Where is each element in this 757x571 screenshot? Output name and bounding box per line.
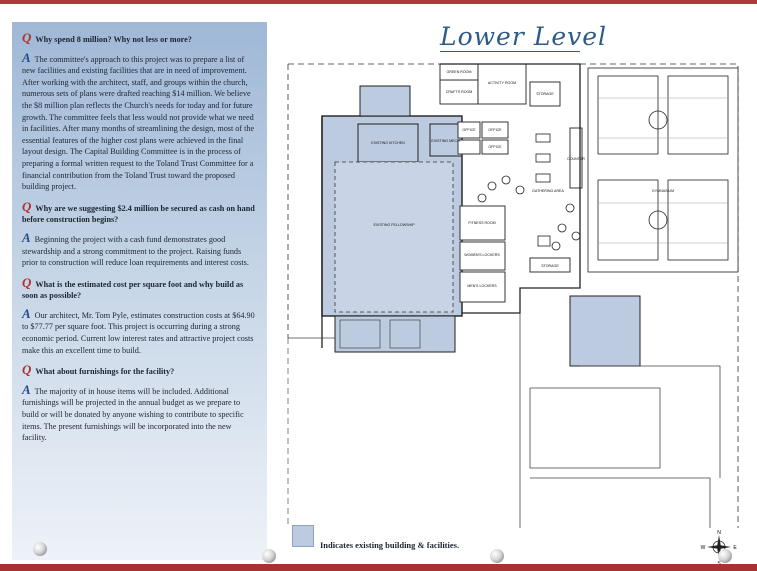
faq-answer-2: A Beginning the project with a cash fund demonstrates good stewardship and a strong commitment to the project. Raising funds prior to construction will reduce loan requirements and interest costs.	[22, 229, 249, 268]
legend-text: Indicates existing building & facilities.	[320, 540, 460, 550]
label-office-3: OFFICE	[488, 145, 502, 149]
label-gymnasium: GYMNASIUM	[651, 189, 675, 193]
top-accent-bar	[0, 0, 757, 4]
existing-fellowship-hall	[335, 162, 453, 312]
label-existing-fellowship: EXISTING FELLOWSHIP	[373, 223, 415, 227]
question-mark-icon: Q	[22, 30, 32, 45]
office-3	[458, 140, 480, 154]
label-crafts-room: CRAFTS ROOM	[445, 90, 473, 94]
label-office-2: OFFICE	[488, 128, 502, 132]
label-counter: COUNTER	[567, 157, 585, 161]
faq-question-4: Q What about furnishings for the facility?	[22, 362, 175, 378]
faq-answer-3: A Our architect, Mr. Tom Pyle, estimates construction costs at $64.90 to $77.77 per square foot. This project is occurring during a strong economic period. Current low interest rates and attractive project costs make this an excellent time to build.	[22, 305, 255, 355]
label-activity-room: ACTIVITY ROOM	[487, 81, 517, 85]
label-green-room: GREEN ROOM	[446, 70, 472, 74]
faq-question-3: Q What is the estimated cost per square foot and why build as soon as possible?	[22, 274, 244, 301]
faq-panel	[12, 22, 267, 560]
answer-mark-icon: A	[22, 381, 31, 397]
question-mark-icon: Q	[22, 362, 32, 378]
compass-north: N	[717, 530, 721, 536]
compass-east: E	[733, 545, 737, 551]
gymnasium	[588, 68, 738, 272]
label-fitness-room: FITNESS ROOM	[468, 221, 496, 225]
page-title: Lower Level	[440, 22, 608, 51]
binder-ring	[490, 549, 504, 563]
compass-west: W	[700, 545, 706, 551]
existing-lower-wing	[335, 316, 455, 352]
label-mens-lockers: MEN'S LOCKERS	[467, 284, 497, 288]
faq-answer-1: A The committee's approach to this project was to prepare a list of new facilities and existing facilities that are in need of improvement. After working with the architect, staff, and groups within the church, numerous sets of plans were drafted reaching $14 million. We believe the $8 million plan reflects the Church's needs for today and for future growth. The committee feels that less would not provide what we need in facilities. After many months of streamlining the design, most of the essential features of the higher cost plans were achieved in the final layout design. The Capital Building Committee is in the process of preparing a formal written request to the Toland Trust Committee for a financial contribution from the Toland Trust toward the proposed building project.	[22, 49, 255, 192]
faq-question-1: Q Why spend 8 million? Why not less or more?	[22, 30, 192, 45]
title-underline	[440, 51, 580, 52]
label-gathering-area: GATHERING AREA	[532, 189, 564, 193]
question-mark-icon: Q	[22, 274, 32, 290]
bottom-accent-bar	[0, 564, 757, 571]
label-office-1: OFFICE	[462, 128, 476, 132]
label-existing-mech: EXISTING MECH.	[431, 139, 461, 143]
question-mark-icon: Q	[22, 198, 32, 214]
faq-question-2: Q Why are we suggesting $2.4 million be secured as cash on hand before construction begins?	[22, 198, 255, 225]
binder-ring	[262, 549, 276, 563]
answer-mark-icon: A	[22, 229, 31, 245]
binder-ring	[718, 549, 732, 563]
existing-east-area	[570, 296, 640, 366]
answer-mark-icon: A	[22, 305, 31, 321]
binder-ring	[33, 542, 47, 556]
label-existing-kitchen: EXISTING KITCHEN	[371, 141, 405, 145]
label-storage-1: STORAGE	[536, 92, 554, 96]
floor-plan	[280, 58, 746, 528]
label-storage-2: STORAGE	[541, 264, 559, 268]
answer-mark-icon: A	[22, 49, 31, 65]
faq-answer-4: A The majority of in house items will be included. Additional furnishings will be projected in the annual budget as we prepare to build or will be donated by anyone wishing to contribute to specific items. The present furnishings will be incorporated into the new facility.	[22, 381, 244, 443]
existing-top-wing	[360, 86, 410, 116]
label-womens-lockers: WOMEN'S LOCKERS	[464, 253, 500, 257]
legend-swatch	[292, 525, 314, 547]
